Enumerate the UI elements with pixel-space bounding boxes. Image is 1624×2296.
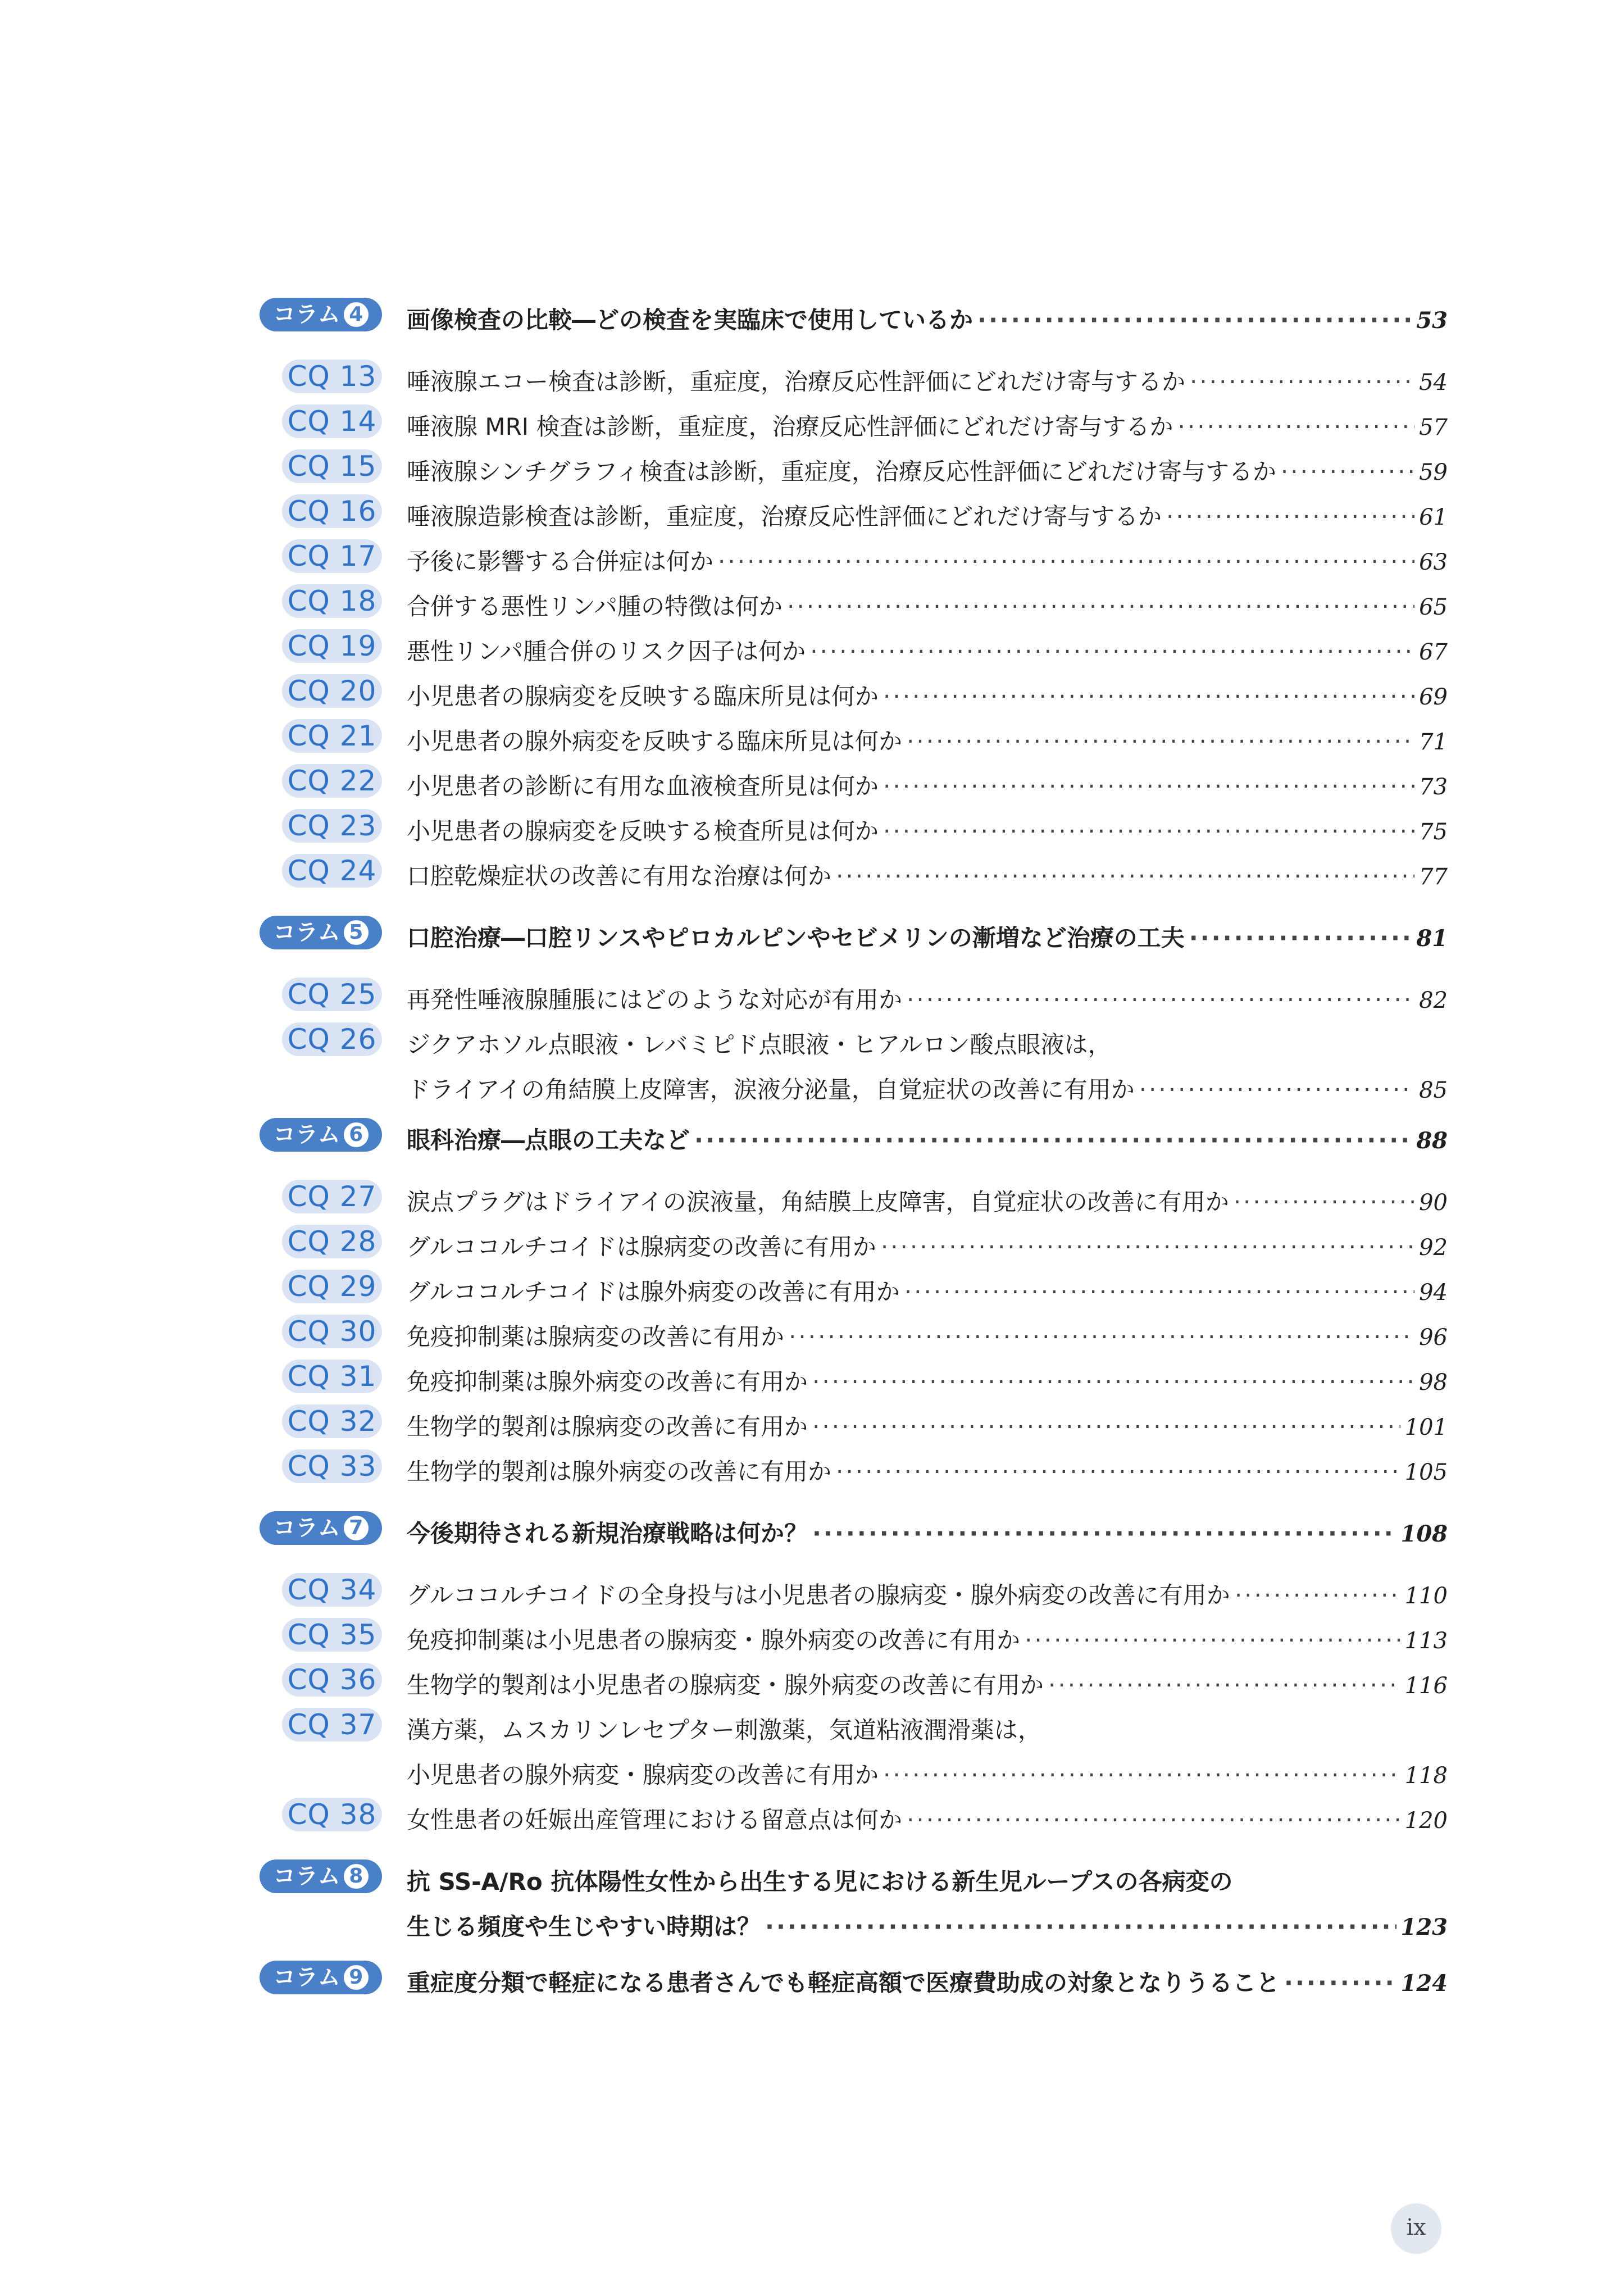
entry-line [407,809,1448,854]
entry-line [407,1511,1448,1556]
cq-badge: CQ 28 [282,1225,382,1258]
page-number: ix [1391,2203,1441,2254]
entry-page-number[interactable]: 108 [1400,1521,1448,1547]
entry-title: 小児患者の腺外病変を反映する臨床所見は何か [407,728,903,755]
dot-leader [812,1404,1400,1449]
dot-leader [765,1904,1396,1949]
entry-line [407,1118,1448,1163]
entry-line [407,1573,1448,1618]
entry-text [407,1270,1448,1315]
entry-title: 唾液腺造影検査は診断，重症度，治療反応性評価にどれだけ寄与するか [407,503,1162,530]
dot-leader [812,1360,1414,1404]
entry-title: 小児患者の腺病変を反映する検査所見は何か [407,817,879,845]
cq-badge: CQ 22 [282,764,382,798]
dot-leader [881,1225,1414,1270]
dot-leader [810,629,1414,674]
entry-text [407,629,1448,674]
cq-badge: CQ 14 [282,404,382,438]
entry-title: グルココルチコイドの全身投与は小児患者の腺病変・腺外病変の改善に有用か [407,1581,1230,1609]
entry-page-number[interactable]: 53 [1416,307,1448,334]
cq-badge: CQ 16 [282,494,382,528]
dot-leader [1190,360,1414,404]
entry-page-number[interactable]: 90 [1419,1190,1448,1216]
dot-leader [1178,404,1415,449]
entry-line [407,1904,1448,1949]
cq-badge: CQ 35 [282,1618,382,1652]
entry-text [407,719,1448,764]
entry-line [407,629,1448,674]
entry-page-number[interactable]: 113 [1404,1628,1448,1654]
entry-title: グルココルチコイドは腺病変の改善に有用か [407,1233,876,1261]
entry-title: 重症度分類で軽症になる患者さんでも軽症高額で医療費助成の対象となりうること [407,1969,1280,1997]
cq-badge: CQ 26 [282,1022,382,1056]
dot-leader [1235,1573,1400,1618]
entry-line [407,1404,1448,1449]
entry-title: 漢方薬，ムスカリンレセプター刺激薬，気道粘液潤滑薬は， [407,1716,1042,1744]
entry-line [407,1859,1448,1904]
entry-title: 生物学的製剤は小児患者の腺病変・腺外病変の改善に有用か [407,1671,1044,1699]
cq-badge: CQ 30 [282,1315,382,1348]
entry-page-number[interactable]: 92 [1419,1235,1448,1261]
entry-text [407,1708,1448,1798]
cq-badge: CQ 34 [282,1573,382,1607]
cq-badge: CQ 32 [282,1404,382,1438]
entry-text [407,1360,1448,1404]
cq-badge: CQ 20 [282,674,382,708]
dot-leader [1025,1618,1400,1663]
entry-title: 眼科治療―点眼の工夫など [407,1126,690,1154]
dot-leader [787,584,1414,629]
entry-line [407,977,1448,1022]
entry-page-number[interactable]: 57 [1419,415,1448,440]
dot-leader [718,539,1414,584]
dot-leader [883,674,1414,719]
entry-title: 涙点プラグはドライアイの涙液量，角結膜上皮障害，自覚症状の改善に有用か [407,1188,1229,1216]
cq-badge: CQ 36 [282,1663,382,1697]
entry-page-number[interactable]: 77 [1419,864,1448,890]
entry-text [407,298,1448,343]
dot-leader [789,1315,1414,1360]
entry-title: 生物学的製剤は腺外病変の改善に有用か [407,1458,832,1485]
dot-leader [1281,449,1414,494]
entry-text [407,916,1448,961]
entry-line [407,1663,1448,1708]
column-badge-number: 5 [344,920,369,945]
column-badge-label: コラム [273,1965,340,1990]
entry-text [407,1315,1448,1360]
entry-line [407,1798,1448,1843]
entry-line [407,764,1448,809]
entry-text [407,539,1448,584]
dot-leader [1234,1180,1414,1225]
entry-page-number[interactable]: 54 [1419,370,1448,395]
column-badge [260,1511,382,1545]
cq-badge: CQ 23 [282,809,382,843]
entry-text [407,1511,1448,1556]
column-badge-number: 6 [344,1122,369,1147]
entry-text [407,764,1448,809]
cq-badge: CQ 38 [282,1798,382,1831]
entry-line [407,1449,1448,1494]
entry-page-number[interactable]: 88 [1416,1127,1448,1154]
cq-badge: CQ 25 [282,977,382,1011]
dot-leader [977,298,1412,343]
dot-leader [1189,916,1412,961]
entry-title: 免疫抑制薬は小児患者の腺病変・腺外病変の改善に有用か [407,1626,1021,1654]
entry-page-number[interactable]: 73 [1419,774,1448,800]
dot-leader [1284,1961,1396,2006]
entry-line [407,1315,1448,1360]
entry-page-number[interactable]: 65 [1419,594,1448,620]
entry-text [407,1663,1448,1708]
entry-line [407,1022,1448,1067]
entry-line [407,360,1448,404]
entry-page-number[interactable]: 85 [1419,1077,1448,1103]
entry-text [407,1859,1448,1949]
entry-line [407,1961,1448,2006]
entry-title: 口腔乾燥症状の改善に有用な治療は何か [407,862,832,890]
entry-title: 小児患者の腺外病変・腺病変の改善に有用か [407,1761,879,1789]
cq-badge: CQ 29 [282,1270,382,1303]
dot-leader [907,1798,1400,1843]
dot-leader [883,1753,1400,1798]
entry-text [407,674,1448,719]
entry-page-number[interactable]: 94 [1419,1280,1448,1306]
dot-leader [907,977,1414,1022]
entry-page-number[interactable]: 67 [1419,639,1448,665]
entry-title: 免疫抑制薬は腺外病変の改善に有用か [407,1368,808,1395]
entry-title: ジクアホソル点眼液・レバミピド点眼液・ヒアルロン酸点眼液は， [407,1031,1112,1058]
entry-title: グルココルチコイドは腺外病変の改善に有用か [407,1278,900,1306]
entry-page-number[interactable]: 123 [1400,1914,1448,1940]
entry-title: 唾液腺 MRI 検査は診断，重症度，治療反応性評価にどれだけ寄与するか [407,413,1173,440]
entry-text [407,360,1448,404]
entry-text [407,1022,1448,1112]
entry-title: 今後期待される新規治療戦略は何か？ [407,1520,808,1547]
entry-line [407,916,1448,961]
column-badge-label: コラム [273,1122,340,1148]
column-badge-number: 4 [344,302,369,327]
cq-badge: CQ 27 [282,1180,382,1213]
entry-line [407,1618,1448,1663]
column-badge [260,1961,382,1994]
entry-title: 合併する悪性リンパ腫の特徴は何か [407,593,783,620]
entry-text [407,1798,1448,1843]
entry-text [407,1573,1448,1618]
entry-title: 小児患者の診断に有用な血液検査所見は何か [407,772,879,800]
cq-badge: CQ 31 [282,1360,382,1393]
entry-title: 抗 SS-A/Ro 抗体陽性女性から出生する児における新生児ループスの各病変の [407,1868,1233,1895]
entry-text [407,854,1448,899]
dot-leader [836,854,1414,899]
cq-badge: CQ 21 [282,719,382,753]
dot-leader [883,764,1414,809]
entry-page-number[interactable]: 71 [1419,729,1448,755]
entry-line [407,584,1448,629]
entry-text [407,977,1448,1022]
dot-leader [907,719,1414,764]
entry-text [407,584,1448,629]
cq-badge: CQ 24 [282,854,382,888]
dot-leader [694,1118,1412,1163]
entry-title: 口腔治療―口腔リンスやピロカルピンやセビメリンの漸増など治療の工夫 [407,924,1185,952]
column-badge-label: コラム [273,920,340,945]
entry-text [407,1118,1448,1163]
entry-page-number[interactable]: 98 [1419,1370,1448,1395]
entry-line [407,719,1448,764]
entry-title: 唾液腺シンチグラフィ検査は診断，重症度，治療反応性評価にどれだけ寄与するか [407,458,1276,485]
entry-text [407,1225,1448,1270]
column-badge [260,1118,382,1152]
entry-page-number[interactable]: 105 [1404,1460,1448,1485]
cq-badge: CQ 17 [282,539,382,573]
entry-line [407,404,1448,449]
entry-line [407,1360,1448,1404]
column-badge-label: コラム [273,1863,340,1889]
entry-text [407,1449,1448,1494]
entry-text [407,404,1448,449]
entry-title: 再発性唾液腺腫脹にはどのような対応が有用か [407,986,903,1013]
entry-line [407,674,1448,719]
entry-line [407,539,1448,584]
entry-title: 小児患者の腺病変を反映する臨床所見は何か [407,683,879,710]
entry-text [407,1618,1448,1663]
entry-page-number[interactable]: 120 [1404,1808,1448,1834]
column-badge-label: コラム [273,1515,340,1541]
entry-line [407,1270,1448,1315]
column-badge [260,916,382,949]
entry-line [407,1708,1448,1753]
entry-line [407,854,1448,899]
entry-line [407,1753,1448,1798]
column-badge-number: 9 [344,1965,369,1990]
dot-leader [812,1511,1396,1556]
entry-title: 女性患者の妊娠出産管理における留意点は何か [407,1806,903,1834]
dot-leader [836,1449,1400,1494]
column-badge [260,1859,382,1893]
entry-line [407,449,1448,494]
dot-leader [1139,1067,1414,1112]
entry-line [407,298,1448,343]
dot-leader [904,1270,1414,1315]
cq-badge: CQ 19 [282,629,382,663]
entry-text [407,809,1448,854]
entry-page-number[interactable]: 82 [1419,988,1448,1013]
entry-title: ドライアイの角結膜上皮障害，涙液分泌量，自覚症状の改善に有用か [407,1076,1135,1103]
entry-page-number[interactable]: 96 [1419,1325,1448,1351]
entry-text [407,494,1448,539]
entry-title: 生物学的製剤は腺病変の改善に有用か [407,1413,808,1440]
entry-line [407,1225,1448,1270]
entry-page-number[interactable]: 110 [1404,1583,1448,1609]
dot-leader [883,809,1414,854]
entry-title: 免疫抑制薬は腺病変の改善に有用か [407,1323,785,1351]
entry-title: 生じる頻度や生じやすい時期は？ [407,1913,761,1940]
column-badge [260,298,382,331]
entry-page-number[interactable]: 124 [1400,1970,1448,1997]
column-badge-number: 8 [344,1864,369,1889]
cq-badge: CQ 18 [282,584,382,618]
entry-text [407,1961,1448,2006]
entry-title: 悪性リンパ腫合併のリスク因子は何か [407,638,806,665]
entry-text [407,1180,1448,1225]
entry-page-number[interactable]: 59 [1419,460,1448,485]
column-badge-label: コラム [273,302,340,328]
cq-badge: CQ 15 [282,449,382,483]
entry-title: 唾液腺エコー検査は診断，重症度，治療反応性評価にどれだけ寄与するか [407,368,1186,395]
entry-line [407,494,1448,539]
entry-page-number[interactable]: 63 [1419,549,1448,575]
entry-title: 画像検査の比較―どの検査を実臨床で使用しているか [407,306,974,334]
dot-leader [1048,1663,1400,1708]
entry-page-number[interactable]: 75 [1419,819,1448,845]
entry-text [407,1404,1448,1449]
entry-page-number[interactable]: 81 [1416,925,1448,952]
entry-page-number[interactable]: 61 [1419,504,1448,530]
entry-title: 予後に影響する合併症は何か [407,548,714,575]
entry-text [407,449,1448,494]
entry-line [407,1180,1448,1225]
column-badge-number: 7 [344,1516,369,1540]
entry-page-number[interactable]: 116 [1404,1673,1448,1699]
entry-line [407,1067,1448,1112]
entry-page-number[interactable]: 69 [1419,684,1448,710]
cq-badge: CQ 37 [282,1708,382,1742]
entry-page-number[interactable]: 101 [1404,1415,1448,1440]
cq-badge: CQ 33 [282,1449,382,1483]
entry-page-number[interactable]: 118 [1404,1763,1448,1789]
cq-badge: CQ 13 [282,360,382,393]
dot-leader [1166,494,1414,539]
